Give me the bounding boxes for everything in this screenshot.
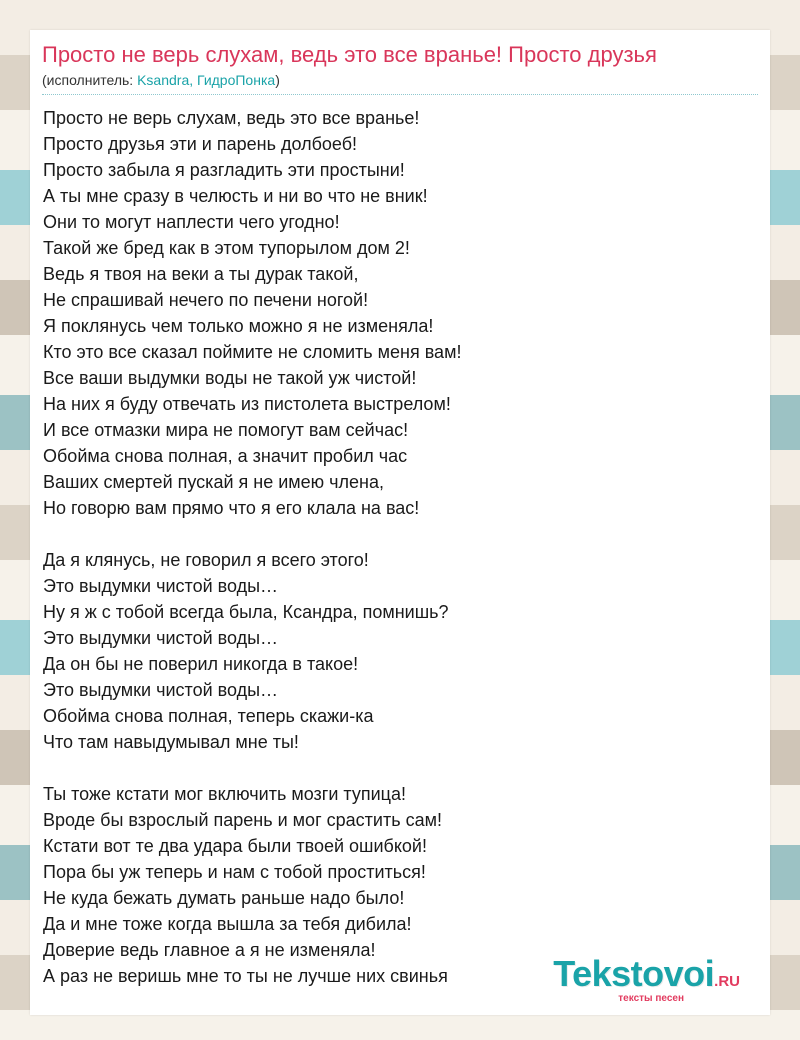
logo-tld: .RU	[714, 973, 740, 990]
lyrics-line: И все отмазки мира не помогут вам сейчас!	[43, 420, 409, 440]
lyrics-line: Это выдумки чистой воды…	[43, 680, 279, 700]
lyrics-stanza	[43, 547, 758, 755]
artist-suffix: )	[275, 72, 280, 88]
site-logo[interactable]	[553, 953, 740, 1004]
lyrics-line: Доверие ведь главное а я не изменяла!	[43, 940, 376, 960]
lyrics-line: Да я клянусь, не говорил я всего этого!	[43, 550, 369, 570]
title-divider	[42, 94, 758, 95]
lyrics-line: Обойма снова полная, теперь скажи-ка	[43, 706, 374, 726]
artist-link[interactable]: Ksandra, ГидроПонка	[137, 72, 276, 88]
lyrics-line: Просто не верь слухам, ведь это все вранье!	[43, 108, 420, 128]
lyrics-line: А раз не веришь мне то ты не лучше них свинья	[43, 966, 448, 986]
lyrics-line: Вроде бы взрослый парень и мог срастить сам!	[43, 810, 442, 830]
lyrics-line: Обойма снова полная, а значит пробил час	[43, 446, 408, 466]
lyrics-line: Да он бы не поверил никогда в такое!	[43, 654, 359, 674]
lyrics-line: Не спрашивай нечего по печени ногой!	[43, 290, 369, 310]
lyrics-line: Пора бы уж теперь и нам с тобой проститься!	[43, 862, 426, 882]
logo-name: Tekstovoi	[553, 953, 715, 994]
lyrics-line: Но говорю вам прямо что я его клала на вас!	[43, 498, 420, 518]
lyrics-stanza	[43, 105, 758, 521]
lyrics-line: На них я буду отвечать из пистолета выстрелом!	[43, 394, 451, 414]
lyrics-card	[30, 30, 770, 1015]
page-title: Просто не верь слухам, ведь это все вранье! Просто друзья	[42, 42, 657, 67]
lyrics-line: Я поклянусь чем только можно я не изменяла!	[43, 316, 434, 336]
lyrics-line: Что там навыдумывал мне ты!	[43, 732, 299, 752]
lyrics-line: Просто друзья эти и парень долбоеб!	[43, 134, 358, 154]
lyrics-line: Да и мне тоже когда вышла за тебя дибила!	[43, 914, 412, 934]
lyrics-line: Ведь я твоя на веки а ты дурак такой,	[43, 264, 359, 284]
lyrics-line: Ваших смертей пускай я не имею члена,	[43, 472, 384, 492]
lyrics-line: А ты мне сразу в челюсть и ни во что не вник!	[43, 186, 428, 206]
lyrics-line: Это выдумки чистой воды…	[43, 576, 279, 596]
lyrics-line: Не куда бежать думать раньше надо было!	[43, 888, 405, 908]
lyrics-line: Ну я ж с тобой всегда была, Ксандра, помнишь?	[43, 602, 449, 622]
lyrics-line: Кто это все сказал поймите не сломить меня вам!	[43, 342, 462, 362]
logo-subtitle: тексты песен	[618, 993, 684, 1004]
lyrics-line: Они то могут наплести чего угодно!	[43, 212, 340, 232]
lyrics-line: Кстати вот те два удара были твоей ошибкой!	[43, 836, 427, 856]
lyrics-text	[43, 105, 758, 989]
artist-prefix: (исполнитель:	[42, 72, 138, 88]
lyrics-line: Это выдумки чистой воды…	[43, 628, 279, 648]
lyrics-line: Ты тоже кстати мог включить мозги тупица!	[43, 784, 406, 804]
lyrics-line: Все ваши выдумки воды не такой уж чистой!	[43, 368, 417, 388]
lyrics-line: Просто забыла я разгладить эти простыни!	[43, 160, 405, 180]
lyrics-line: Такой же бред как в этом тупорылом дом 2!	[43, 238, 410, 258]
artist-line	[42, 72, 280, 88]
